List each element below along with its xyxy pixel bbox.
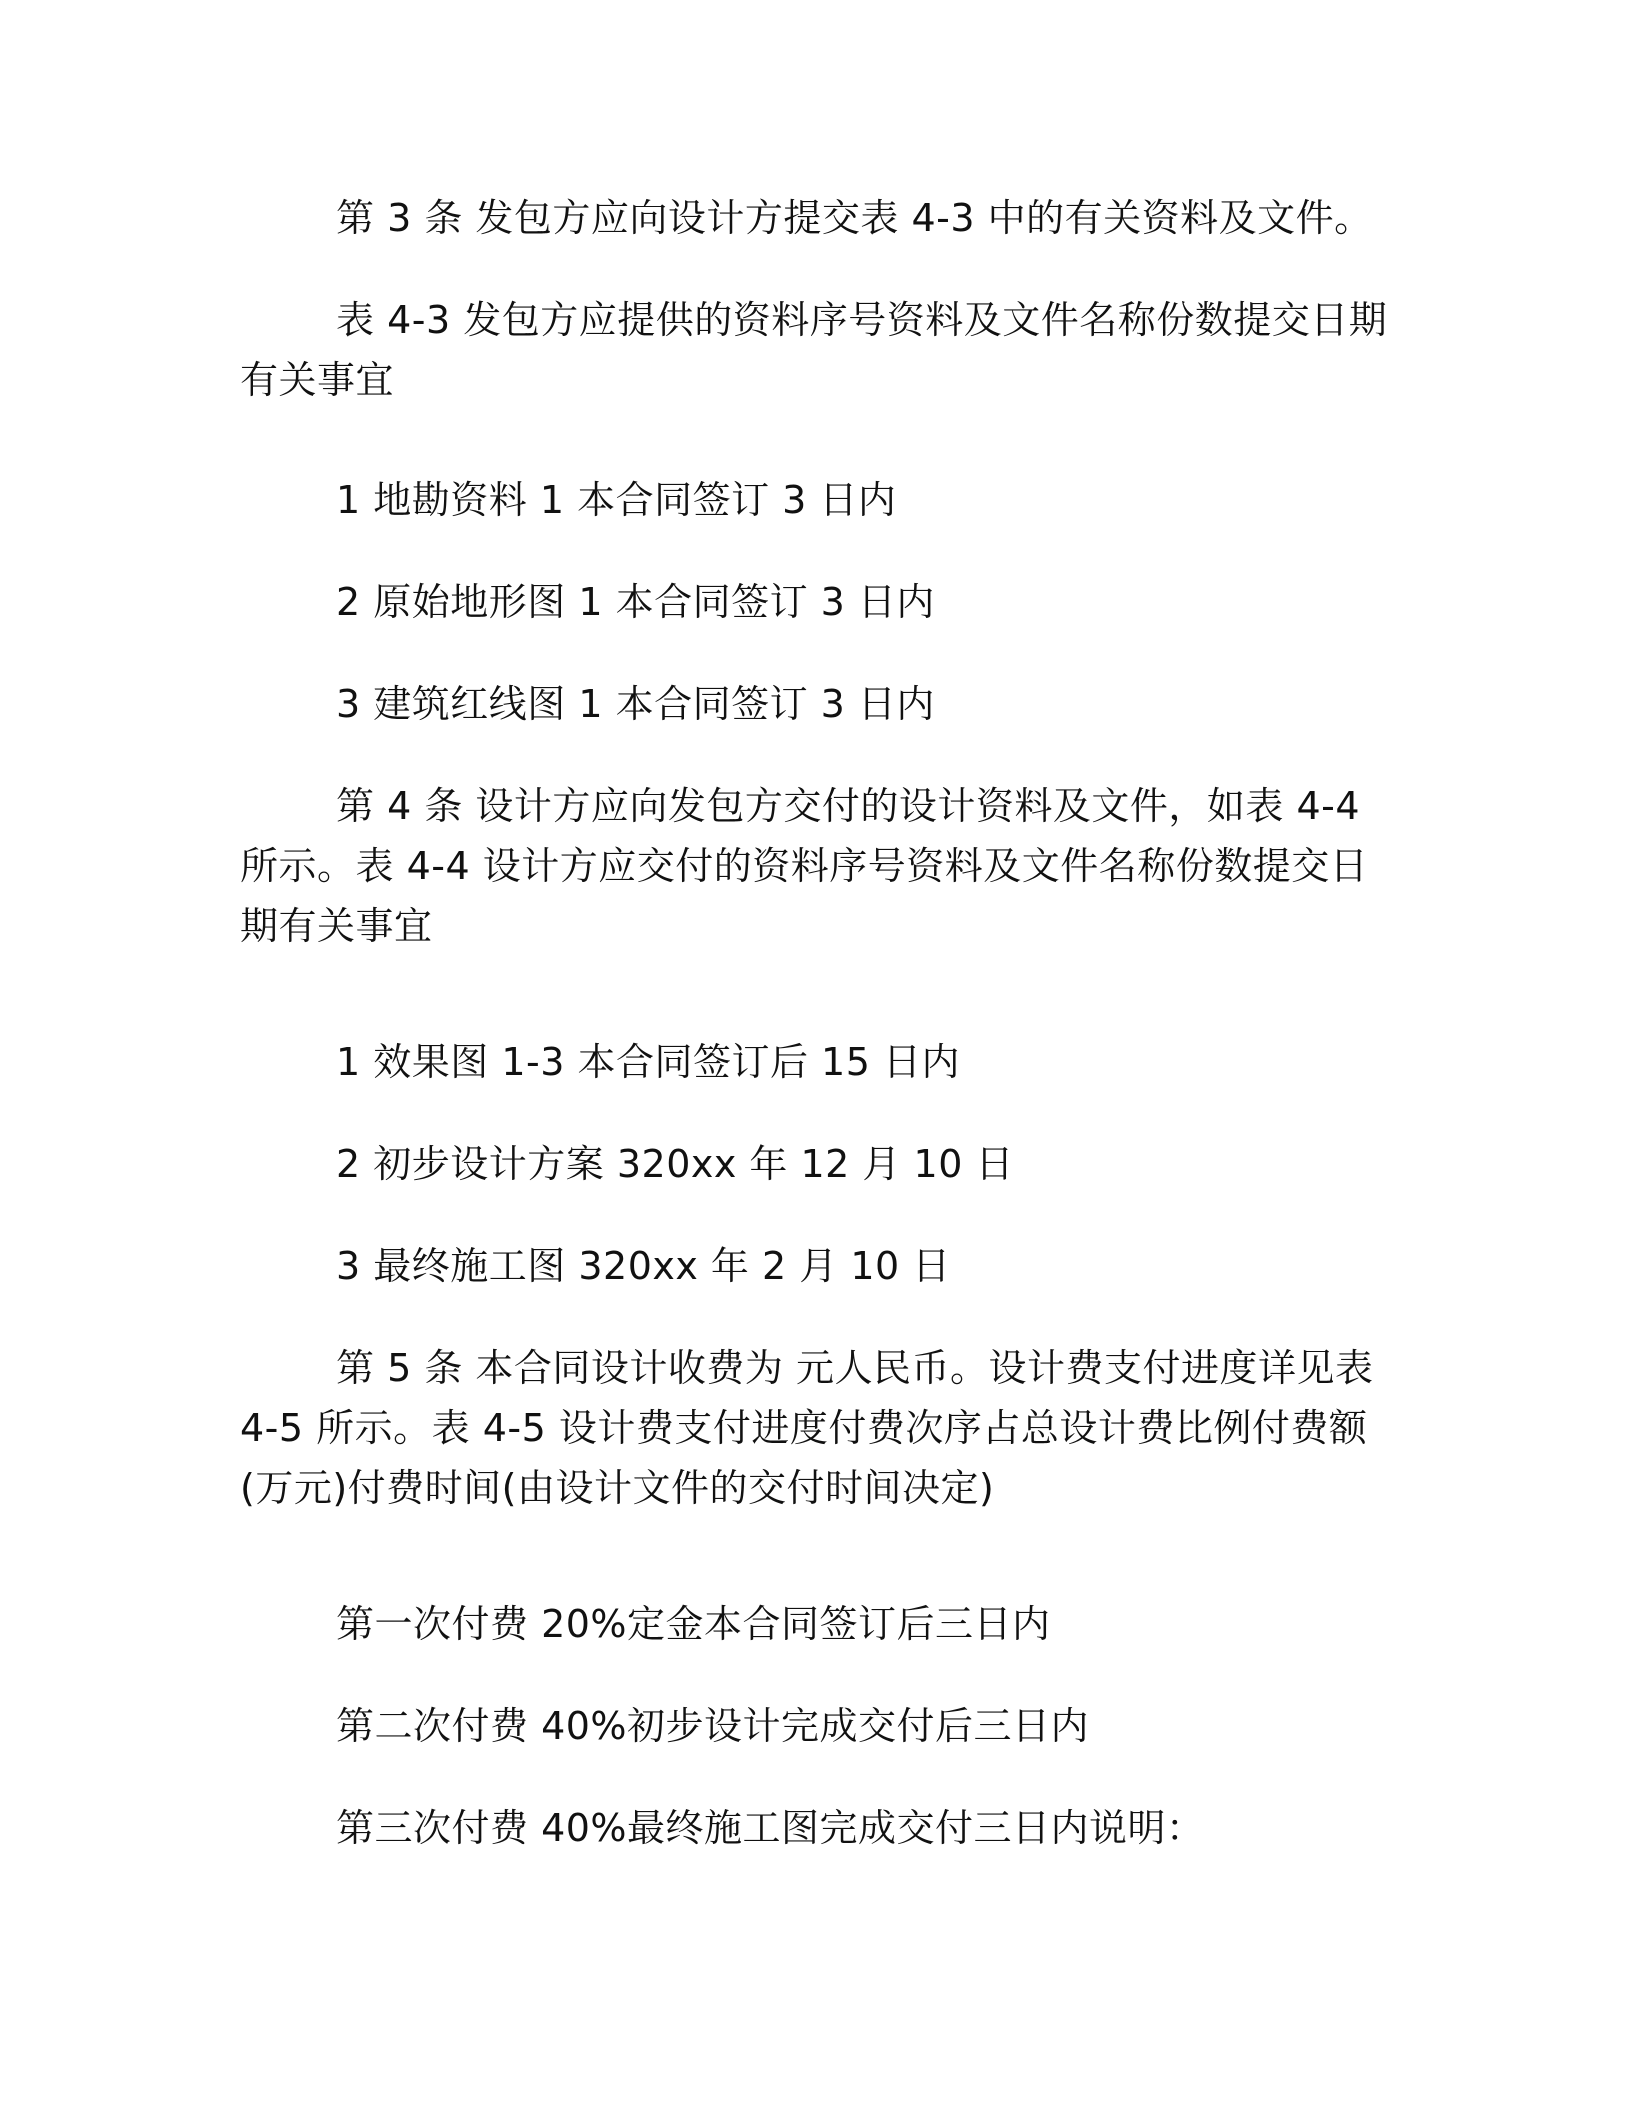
article-3: 第 3 条 发包方应向设计方提交表 4-3 中的有关资料及文件。: [336, 196, 1373, 240]
list-item: 2 初步设计方案 320xx 年 12 月 10 日: [336, 1142, 1014, 1186]
list-item: 2 原始地形图 1 本合同签订 3 日内: [336, 580, 935, 624]
article-5: 第 5 条 本合同设计收费为 元人民币。设计费支付进度详见表 4-5 所示。表 4-5 设计费支付进度付费次序占总设计费比例付费额(万元)付费时间(由设计文件的交付时间决定): [240, 1346, 1374, 1510]
list-item: 1 地勘资料 1 本合同签订 3 日内: [336, 478, 897, 522]
table-4-3-caption: 表 4-3 发包方应提供的资料序号资料及文件名称份数提交日期有关事宜: [240, 298, 1388, 402]
article-4: 第 4 条 设计方应向发包方交付的设计资料及文件，如表 4-4 所示。表 4-4 设计方应交付的资料序号资料及文件名称份数提交日期有关事宜: [240, 784, 1369, 948]
payment-item: 第二次付费 40%初步设计完成交付后三日内: [336, 1704, 1090, 1748]
list-item: 3 最终施工图 320xx 年 2 月 10 日: [336, 1244, 951, 1288]
list-item: 3 建筑红线图 1 本合同签订 3 日内: [336, 682, 935, 726]
payment-item: 第一次付费 20%定金本合同签订后三日内: [336, 1602, 1051, 1646]
payment-item: 第三次付费 40%最终施工图完成交付三日内说明：: [336, 1806, 1205, 1850]
list-item: 1 效果图 1-3 本合同签订后 15 日内: [336, 1040, 960, 1084]
